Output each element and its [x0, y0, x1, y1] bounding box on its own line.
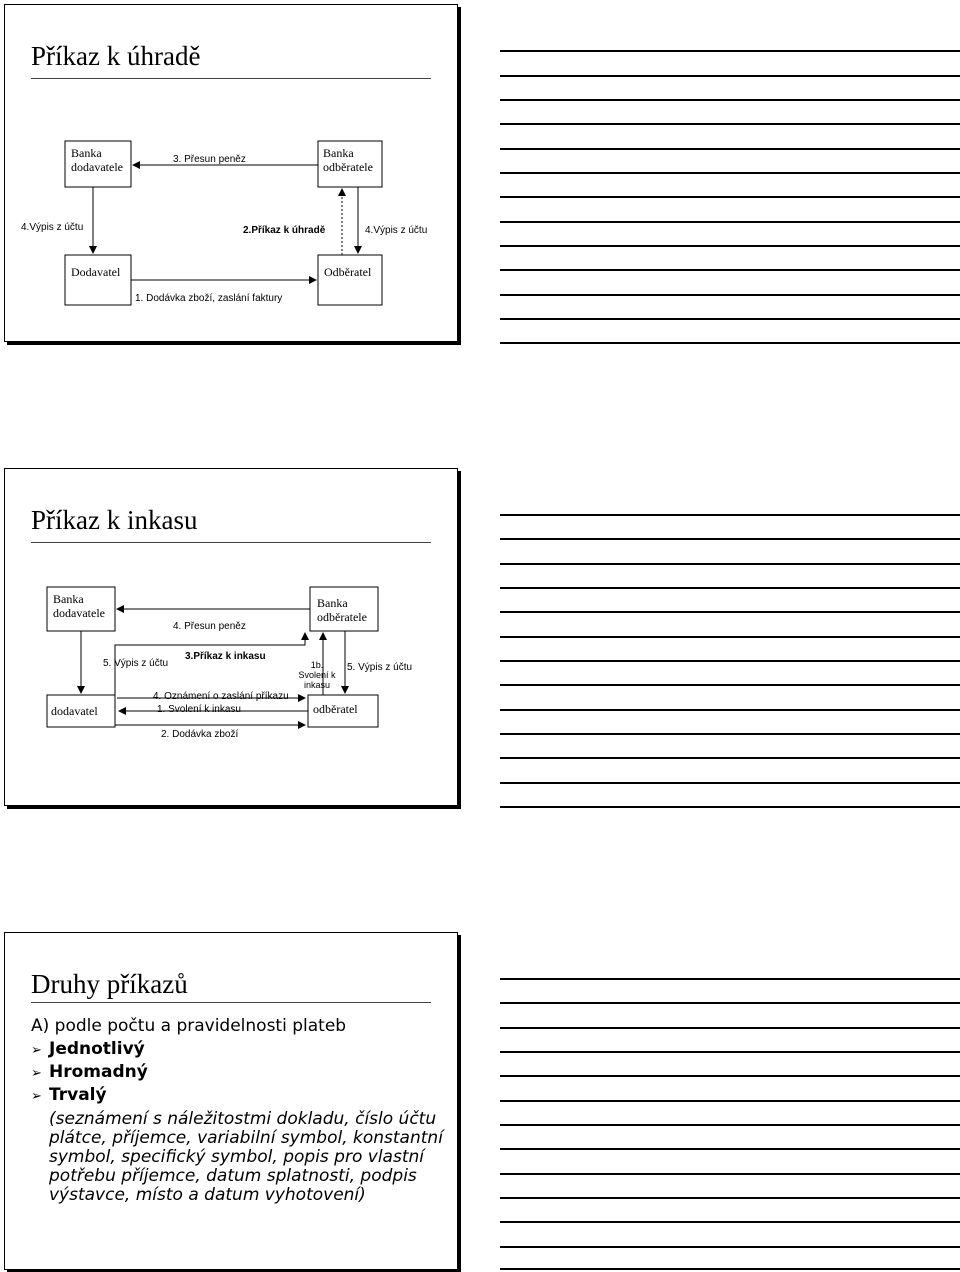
- note-line: [500, 733, 960, 735]
- note-line: [500, 611, 960, 613]
- consent-label: 1. Svolení k inkasu: [157, 704, 241, 715]
- bank-supplier-label-2: dodavatele: [71, 160, 123, 174]
- note-line: [500, 1075, 960, 1077]
- customer-box: [318, 255, 382, 305]
- bank-supplier-label-1: Banka: [53, 592, 84, 606]
- bank-customer-label-1: Banka: [317, 596, 348, 610]
- slide-title: Příkaz k inkasu: [31, 505, 198, 535]
- note-line: [500, 978, 960, 980]
- slide-title: Příkaz k úhradě: [31, 41, 201, 71]
- statement-right-label: 4.Výpis z účtu: [365, 225, 428, 236]
- statement-left-label: 4.Výpis z účtu: [21, 222, 84, 233]
- customer-label: odběratel: [313, 702, 358, 716]
- consent-bank-label-1: 1b.: [310, 660, 324, 670]
- note-line: [500, 1221, 960, 1223]
- note-line: [500, 514, 960, 516]
- bank-customer-label-2: odběratele: [323, 160, 373, 174]
- collection-order-label: 3.Příkaz k inkasu: [185, 651, 266, 662]
- supplier-label: Dodavatel: [71, 265, 121, 279]
- list-item: [31, 1061, 451, 1084]
- note-line: [500, 50, 960, 52]
- note-line: [500, 148, 960, 150]
- bank-customer-label-1: Banka: [323, 146, 354, 160]
- consent-bank-label-3: inkasu: [303, 680, 331, 690]
- note-line: [500, 538, 960, 540]
- note-line: [500, 294, 960, 296]
- note-line: [500, 269, 960, 271]
- transfer-label: 3. Přesun peněz: [173, 154, 246, 165]
- note-line: [500, 123, 960, 125]
- note-line: [500, 221, 960, 223]
- transfer-label: 4. Přesun peněz: [173, 621, 246, 632]
- slide-payment-order: [4, 4, 458, 342]
- note-line: [500, 684, 960, 686]
- delivery-label: 2. Dodávka zboží: [161, 729, 239, 740]
- statement-left-label: 5. Výpis z účtu: [103, 658, 169, 669]
- note-line: [500, 172, 960, 174]
- note-line: [500, 806, 960, 808]
- slide-title: Druhy příkazů: [31, 969, 188, 999]
- list-item-label: Trvalý: [49, 1085, 107, 1105]
- list-item: [31, 1038, 451, 1061]
- note-line: [500, 636, 960, 638]
- customer-label: Odběratel: [324, 265, 372, 279]
- delivery-label: 1. Dodávka zboží, zaslání faktury: [135, 293, 283, 304]
- note-line: [500, 196, 960, 198]
- note-line: [500, 563, 960, 565]
- item-description: (seznámení s náležitostmi dokladu, číslo účtu plátce, příjemce, variabilní symbol, konstantní symbol, specifický symbol, popis pro vlastní potřebu příjemce, datum splatnosti, podpis výstavce, místo a datum vyhotovení): [49, 1109, 443, 1205]
- arrow-bullet-icon: ➢: [31, 1043, 42, 1058]
- note-line: [500, 342, 960, 344]
- section-heading: A) podle počtu a pravidelnosti plateb: [31, 1016, 347, 1036]
- note-line: [500, 782, 960, 784]
- note-line: [500, 245, 960, 247]
- note-line: [500, 75, 960, 77]
- consent-bank-label-2: Svolení k: [298, 670, 336, 680]
- list-item-label: Hromadný: [49, 1062, 148, 1082]
- supplier-label: dodavatel: [51, 704, 98, 718]
- slide-collection-order: [4, 468, 458, 806]
- arrow-bullet-icon: ➢: [31, 1089, 42, 1104]
- note-line: [500, 318, 960, 320]
- note-line: [500, 1051, 960, 1053]
- bank-supplier-label-2: dodavatele: [53, 606, 105, 620]
- statement-right-label: 5. Výpis z účtu: [347, 662, 413, 673]
- notification-label: 4. Oznámení o zaslání příkazu: [153, 691, 289, 702]
- arrow-bullet-icon: ➢: [31, 1066, 42, 1081]
- payment-order-diagram: [5, 5, 457, 341]
- note-line: [500, 587, 960, 589]
- note-line: [500, 1268, 960, 1270]
- note-line: [500, 757, 960, 759]
- note-line: [500, 709, 960, 711]
- note-line: [500, 99, 960, 101]
- supplier-box: [65, 255, 131, 305]
- note-line: [500, 1002, 960, 1004]
- svg-text:1b.Svolení kinkasu: [298, 660, 336, 690]
- title-divider: [31, 1002, 431, 1003]
- note-line: [500, 1124, 960, 1126]
- list-item-label: Jednotlivý: [49, 1039, 145, 1059]
- note-line: [500, 660, 960, 662]
- slide-order-types: [4, 932, 458, 1270]
- payment-order-label: 2.Příkaz k úhradě: [243, 225, 326, 236]
- bank-customer-label-2: odběratele: [317, 610, 367, 624]
- note-line: [500, 1148, 960, 1150]
- list-item: [31, 1084, 451, 1107]
- bank-supplier-label-1: Banka: [71, 146, 102, 160]
- note-line: [500, 1197, 960, 1199]
- note-line: [500, 1173, 960, 1175]
- note-line: [500, 1246, 960, 1248]
- note-line: [500, 1100, 960, 1102]
- slide-body: [31, 1015, 451, 1205]
- collection-order-diagram: [5, 469, 457, 805]
- note-line: [500, 1027, 960, 1029]
